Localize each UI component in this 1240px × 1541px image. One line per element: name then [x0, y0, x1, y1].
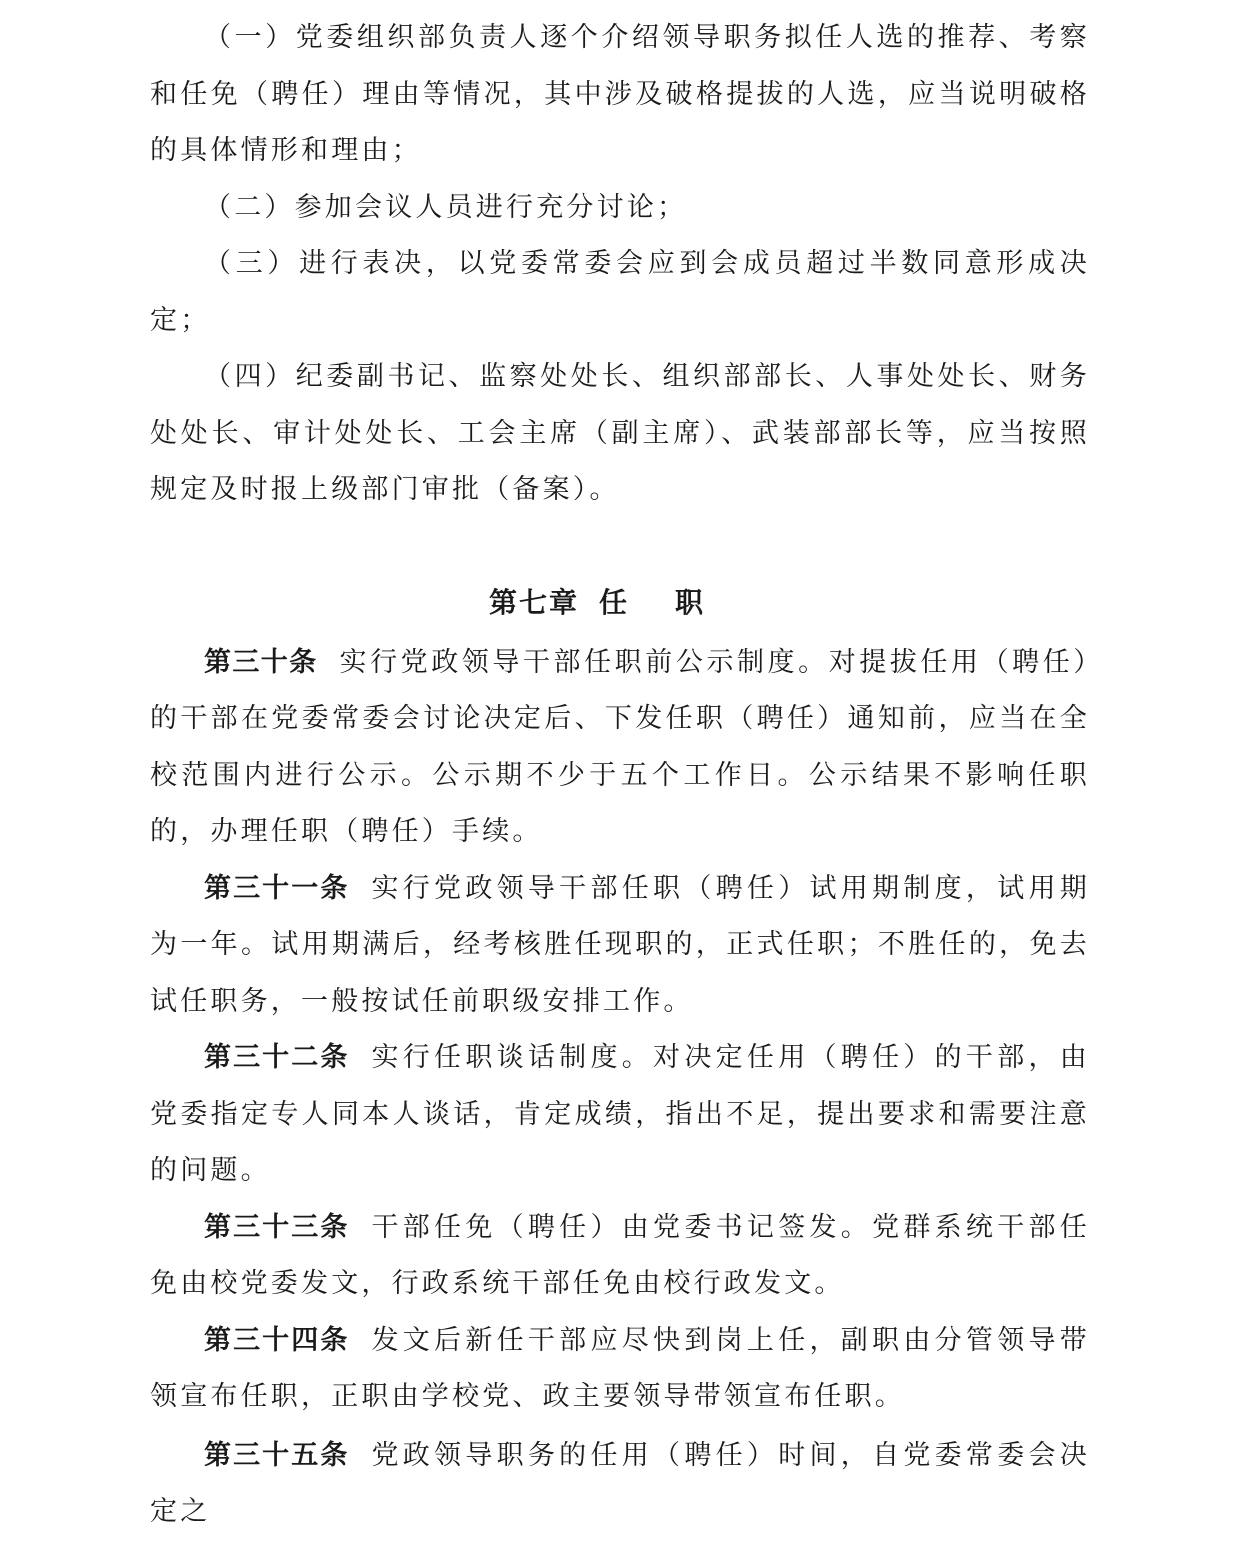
article-text: 发文后新任干部应尽快到岗上任，副职由分管领导带领宣布任职，正职由学校党、政主要领导带领宣布任职。	[150, 1324, 1090, 1412]
article-text: 实行党政领导干部任职（聘任）试用期制度，试用期为一年。试用期满后，经考核胜任现职的，正式任职；不胜任的，免去试任职务，一般按试任前职级安排工作。	[150, 872, 1090, 1017]
chapter-heading	[150, 571, 1090, 635]
article-35	[150, 1428, 1090, 1541]
article-label: 第三十一条	[204, 872, 350, 904]
article-label: 第三十三条	[204, 1211, 350, 1243]
article-text: 干部任免（聘任）由党委书记签发。党群系统干部任免由校党委发文，行政系统干部任免由校行政发文。	[150, 1211, 1090, 1299]
chapter-title: 任职	[599, 585, 752, 619]
article-31	[150, 861, 1090, 1031]
list-item-4: （四）纪委副书记、监察处处长、组织部部长、人事处处长、财务处处长、审计处处长、工会主席（副主席）、武装部部长等，应当按照规定及时报上级部门审批（备案）。	[150, 361, 1090, 505]
article-label: 第三十四条	[204, 1324, 350, 1356]
article-label: 第三十条	[204, 646, 318, 678]
document-page	[150, 10, 1090, 1541]
article-34	[150, 1313, 1090, 1426]
list-item-2: （二）参加会议人员进行充分讨论；	[204, 191, 688, 223]
article-text: 党政领导职务的任用（聘任）时间，自党委常委会决定之	[150, 1439, 1090, 1527]
article-text: 实行党政领导干部任职前公示制度。对提拔任用（聘任）的干部在党委常委会讨论决定后、下发任职（聘任）通知前，应当在全校范围内进行公示。公示期不少于五个工作日。公示结果不影响任职的，办理任职（聘任）手续。	[150, 646, 1090, 847]
list-item-3: （三）进行表决，以党委常委会应到会成员超过半数同意形成决定；	[150, 248, 1090, 336]
list-item-1: （一）党委组织部负责人逐个介绍领导职务拟任人选的推荐、考察和任免（聘任）理由等情况，其中涉及破格提拔的人选，应当说明破格的具体情形和理由；	[150, 22, 1090, 166]
article-text: 实行任职谈话制度。对决定任用（聘任）的干部，由党委指定专人同本人谈话，肯定成绩，指出不足，提出要求和需要注意的问题。	[150, 1042, 1090, 1186]
chapter-number: 第七章	[488, 585, 579, 619]
article-32	[150, 1030, 1090, 1200]
article-label: 第三十二条	[204, 1042, 350, 1073]
article-30	[150, 635, 1090, 861]
article-label: 第三十五条	[204, 1439, 350, 1471]
article-33	[150, 1200, 1090, 1313]
